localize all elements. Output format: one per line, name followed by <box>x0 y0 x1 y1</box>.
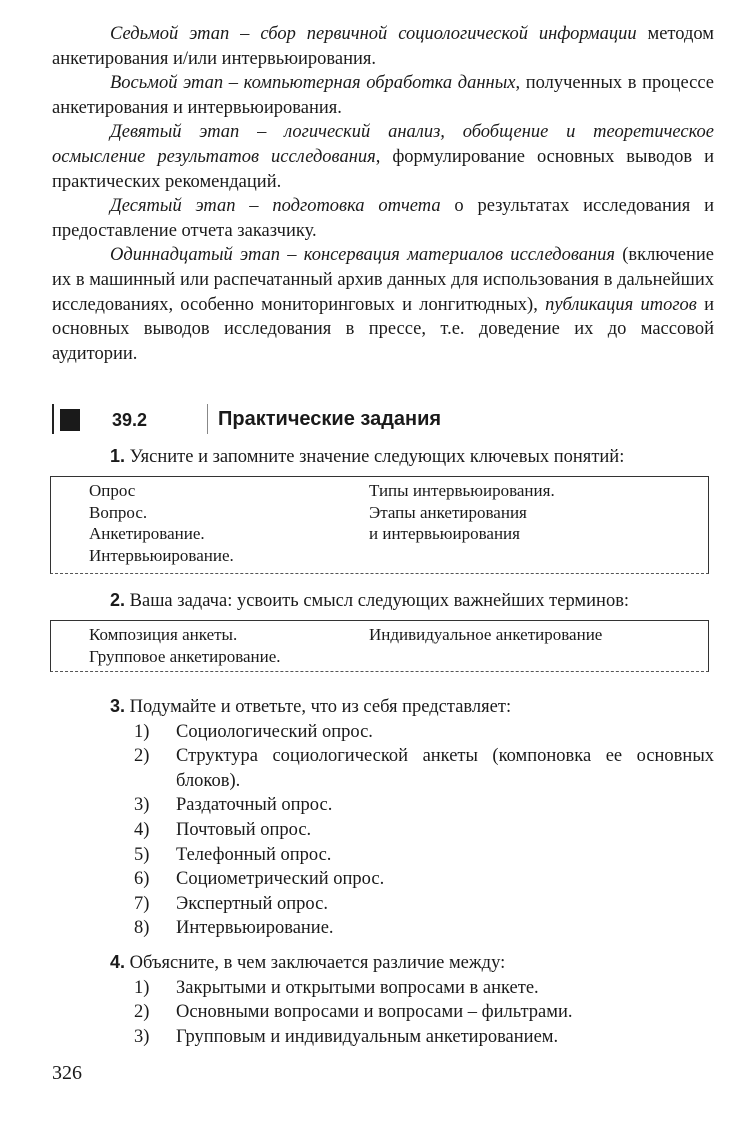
task-2-prompt: 2. Ваша задача: усвоить смысл следующих важнейших терминов: <box>110 590 630 611</box>
list-item-text: Почтовый опрос. <box>176 819 312 840</box>
task-4-list <box>52 976 714 1050</box>
task-2 <box>52 588 714 614</box>
list-item <box>52 744 714 793</box>
list-item-number: 5) <box>134 844 150 865</box>
task-3-prompt: 3. Подумайте и ответьте, что из себя представляет: <box>110 696 512 717</box>
list-item-number: 2) <box>134 746 150 767</box>
section-number: 39.2 <box>112 410 148 430</box>
list-item-number: 3) <box>134 795 150 816</box>
term-item: Интервьюирование. <box>89 545 234 565</box>
list-item-text: Основными вопросами и вопросами – фильтрами. <box>176 1002 573 1023</box>
list-item-text: Экспертный опрос. <box>176 893 328 914</box>
section-title: Практические задания <box>218 408 442 430</box>
task-2-terms-right <box>369 624 602 646</box>
list-item-number: 3) <box>134 1026 150 1047</box>
list-item-number: 1) <box>134 977 150 998</box>
list-item <box>52 916 714 941</box>
list-item-number: 8) <box>134 918 150 939</box>
task-3 <box>52 694 714 941</box>
term-item: Этапы анкетирования <box>369 502 527 522</box>
list-item <box>52 976 714 1001</box>
list-item <box>52 867 714 892</box>
list-item-text: Групповым и индивидуальным анкетированием. <box>176 1026 559 1047</box>
list-item <box>52 793 714 818</box>
list-item <box>52 1025 714 1050</box>
term-item: Групповое анкетирование. <box>89 646 281 666</box>
list-item <box>52 892 714 917</box>
list-item-number: 4) <box>134 819 150 840</box>
task-1-terms-box <box>50 476 709 574</box>
term-item: и интервьюирования <box>369 524 520 543</box>
list-item <box>52 818 714 843</box>
page-number: 326 <box>52 1062 82 1084</box>
task-1-terms-right <box>369 480 555 545</box>
list-item-text: Интервьюирование. <box>176 918 334 939</box>
task-1 <box>52 444 714 470</box>
paragraph-stage-7: Седьмой этап – сбор первичной социологической информации методом анкетирования и/или интервьюирования. <box>52 24 714 69</box>
body-text <box>52 22 714 366</box>
paragraph-stage-10: Десятый этап – подготовка отчета о результатах исследования и предоставление отчета заказчику. <box>52 196 715 241</box>
section-marker-icon <box>60 409 80 431</box>
list-item-number: 2) <box>134 1002 150 1023</box>
section-number-box <box>52 404 208 434</box>
term-item: Композиция анкеты. <box>89 625 238 644</box>
term-item: Анкетирование. <box>89 524 205 543</box>
list-item-text: Закрытыми и открытыми вопросами в анкете. <box>176 977 539 998</box>
task-4 <box>52 950 714 1049</box>
list-item-number: 1) <box>134 721 150 742</box>
section-heading <box>52 400 714 440</box>
list-item <box>52 1000 714 1025</box>
paragraph-stage-9: Девятый этап – логический анализ, обобщение и теоретическое осмысление результатов исследования, формулирование основных выводов и практических рекомендаций. <box>52 122 714 192</box>
term-item: Индивидуальное анкетирование <box>369 625 603 644</box>
term-item: Типы интервьюирования. <box>369 481 555 500</box>
list-item-text: Раздаточный опрос. <box>176 795 333 816</box>
list-item-text: Структура социологической анкеты (компоновка ее основных блоков). <box>176 746 714 791</box>
list-item-number: 7) <box>134 893 150 914</box>
task-2-terms-box <box>50 620 709 672</box>
term-item: Опрос <box>89 481 136 500</box>
paragraph-stage-11: Одиннадцатый этап – консервация материалов исследования (включение их в машинный или распечатанный архив данных для использования в дальнейших исследованиях, особенно мониторинговых и лонгитюдных), публикация итогов и основных выводов исследования в прессе, т.е. доведение их до массовой аудитории. <box>52 245 714 364</box>
list-item <box>52 720 714 745</box>
paragraph-stage-8: Восьмой этап – компьютерная обработка данных, полученных в процессе анкетирования и интервьюирования. <box>52 73 714 118</box>
task-3-list <box>52 720 714 941</box>
task-2-terms-left <box>89 624 281 667</box>
term-item: Вопрос. <box>89 502 148 522</box>
list-item-text: Социологический опрос. <box>176 721 373 742</box>
task-1-prompt: 1. Уясните и запомните значение следующих ключевых понятий: <box>110 446 625 467</box>
list-item-number: 6) <box>134 869 150 890</box>
list-item-text: Телефонный опрос. <box>176 844 332 865</box>
task-4-prompt: 4. Объясните, в чем заключается различие между: <box>110 952 506 973</box>
list-item <box>52 843 714 868</box>
task-1-terms-left <box>89 480 234 566</box>
list-item-text: Социометрический опрос. <box>176 869 385 890</box>
